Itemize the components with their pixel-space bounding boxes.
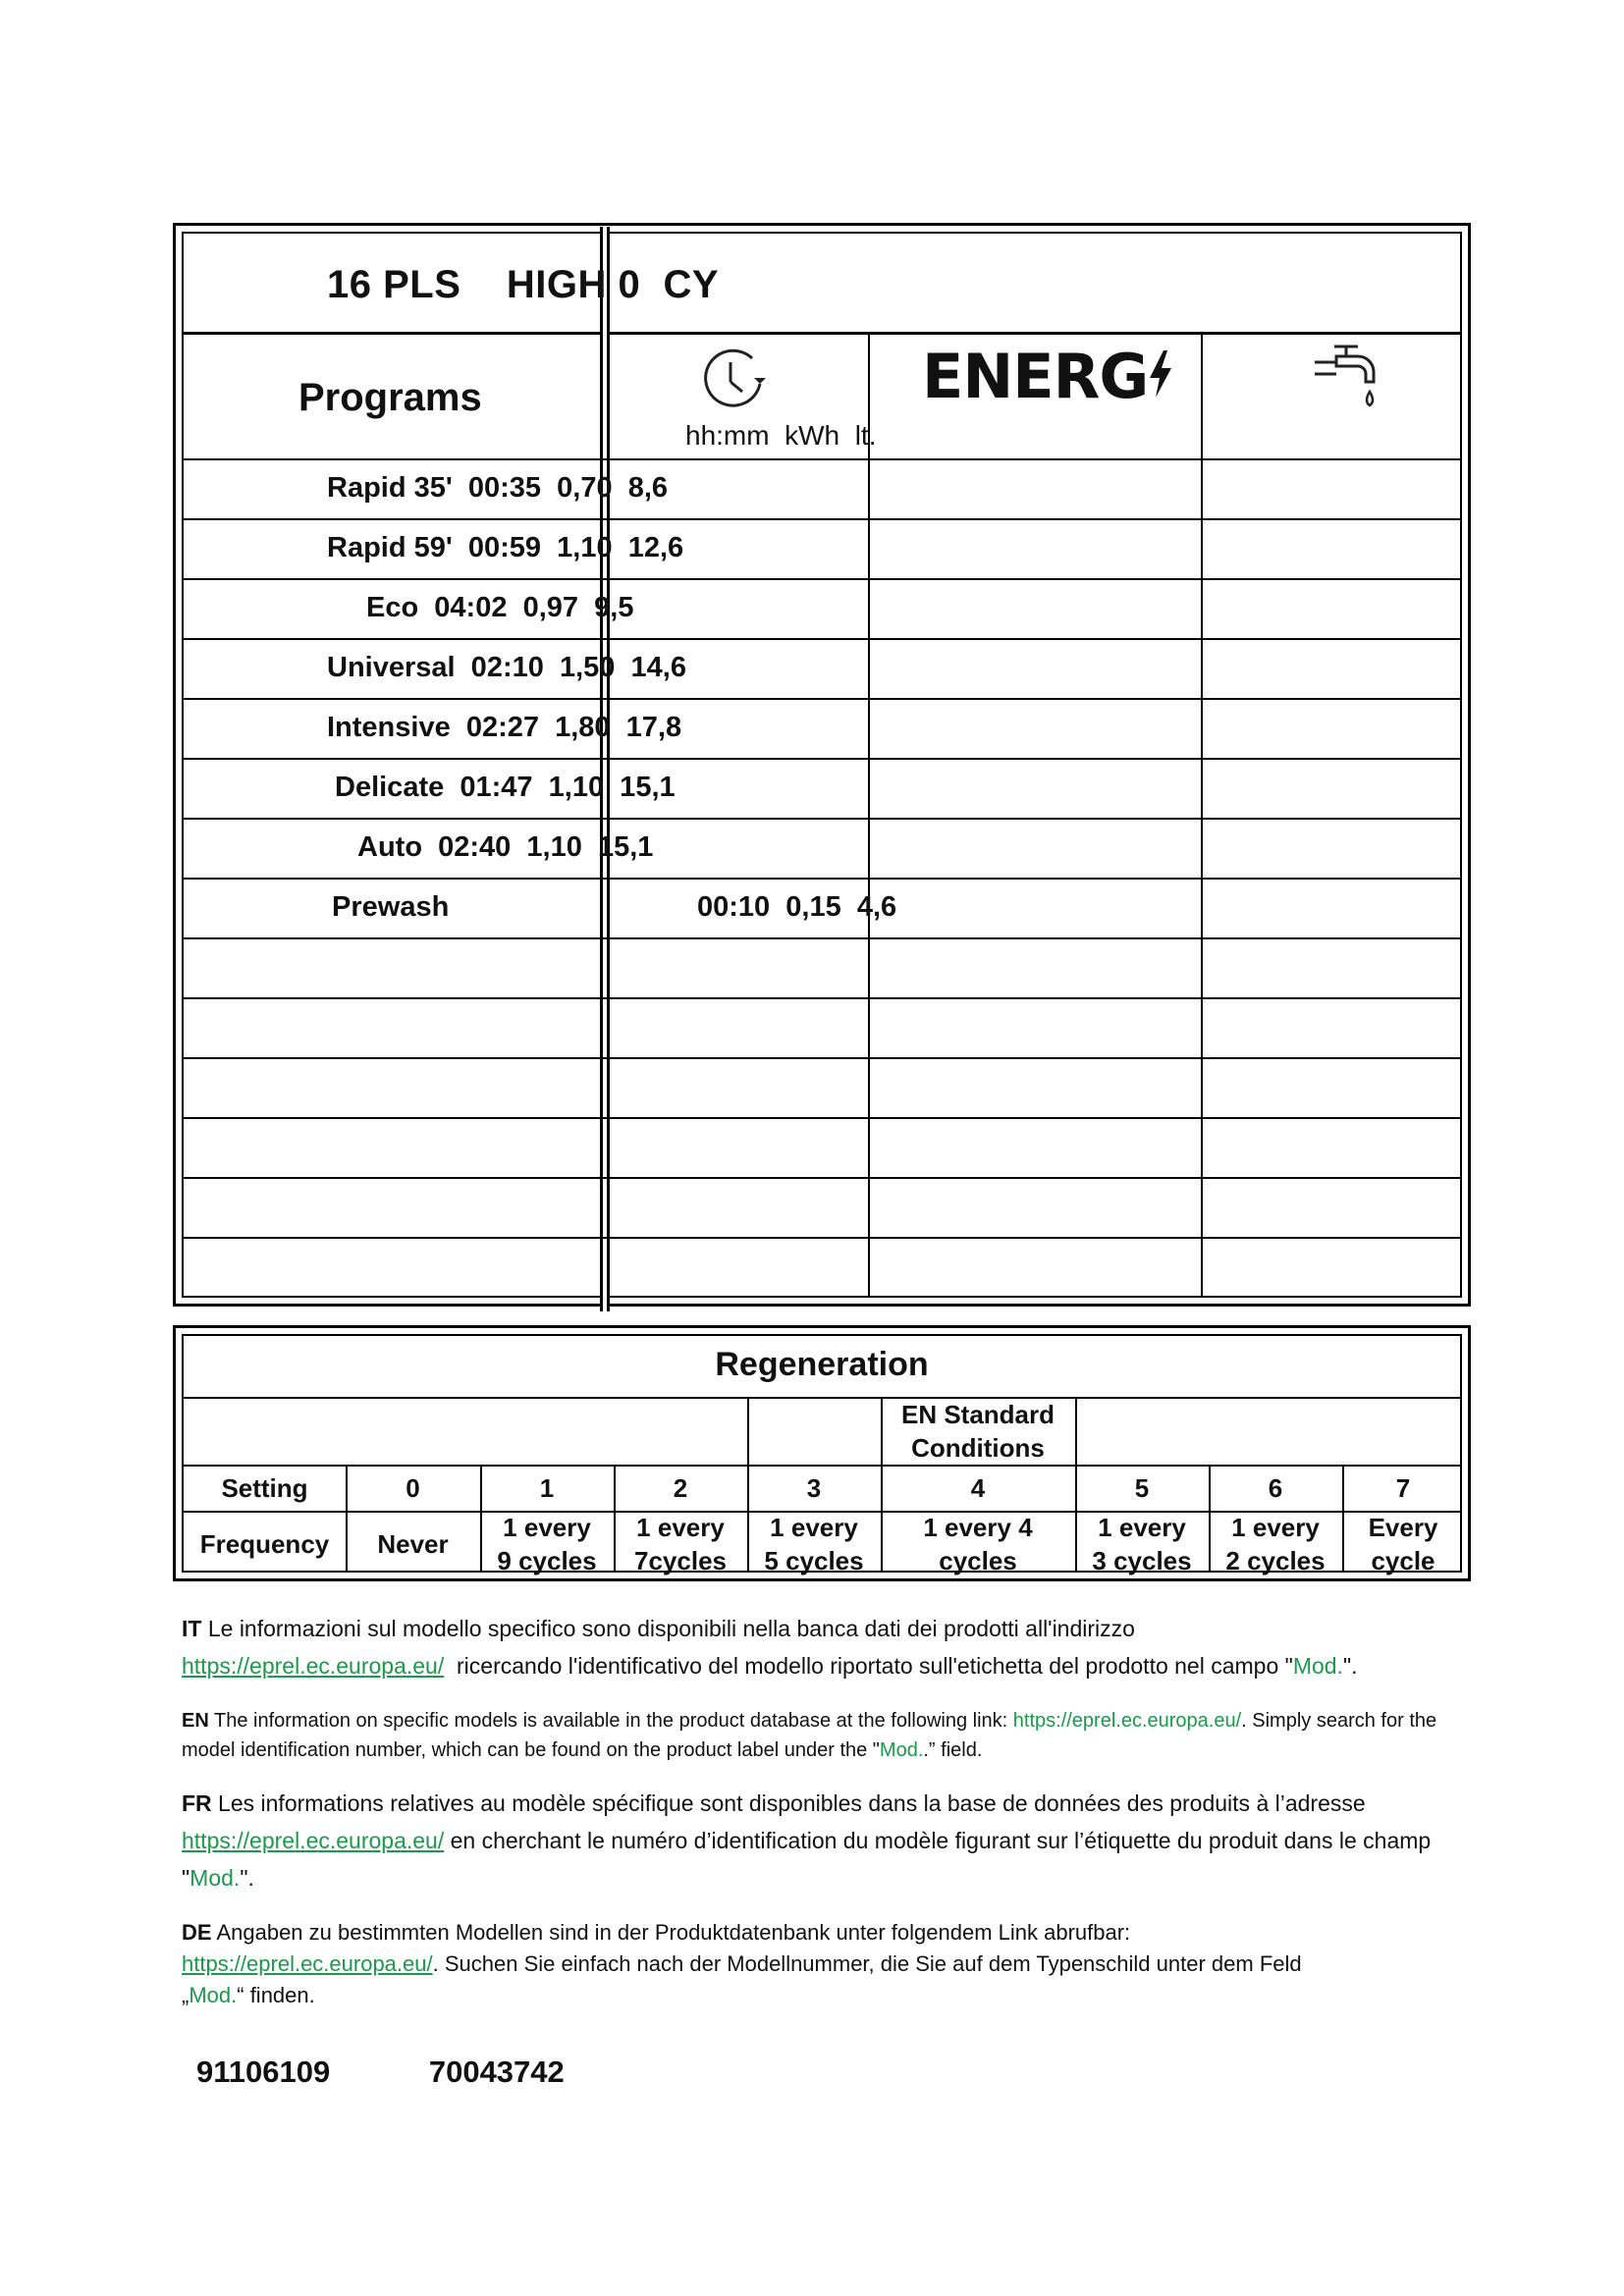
units-label: hh:mm kWh lt. xyxy=(685,420,877,451)
setting-label: Setting xyxy=(221,1472,308,1503)
setting-value: 5 xyxy=(1134,1472,1150,1503)
info-en-end: .” field. xyxy=(923,1739,983,1761)
row-line xyxy=(184,1057,1460,1059)
row-line xyxy=(184,937,1460,939)
clock-icon xyxy=(701,345,768,411)
energy-logo-text: ENERG xyxy=(922,341,1149,412)
lang-code-fr: FR xyxy=(182,1790,212,1816)
setting-value: 1 xyxy=(539,1472,555,1503)
info-en-after-link: . Simply search for the model identification number, which can be found on the product label under the " xyxy=(182,1710,1437,1761)
info-fr-after-link: en cherchant le numéro d’identification du modèle figurant sur l’étiquette du produit dans le champ " xyxy=(182,1828,1432,1891)
row-line xyxy=(184,1237,1460,1239)
row-line xyxy=(184,758,1460,760)
frequency-value: 1 every 7cycles xyxy=(634,1512,727,1575)
frequency-value: 1 every 2 cycles xyxy=(1225,1512,1326,1575)
frequency-value: 1 every 5 cycles xyxy=(764,1512,864,1575)
info-de-line1: Angaben zu bestimmten Modellen sind in der Produktdatenbank unter folgendem Link abrufbar: xyxy=(211,1920,1131,1945)
program-row: Rapid 59' 00:59 1,10 12,6 xyxy=(327,532,684,563)
eprel-link[interactable]: https://eprel.ec.europa.eu/ xyxy=(1012,1710,1242,1732)
program-row: Rapid 35' 00:35 0,70 8,6 xyxy=(327,472,669,504)
row-line xyxy=(184,698,1460,700)
programs-table-inner xyxy=(182,232,1462,1298)
mod-field: Mod. xyxy=(879,1739,924,1761)
mod-field: Mod. xyxy=(189,1983,238,2007)
info-it-end: ". xyxy=(1342,1653,1358,1679)
programs-column-divider xyxy=(600,227,610,1311)
en-standard-label: EN Standard Conditions xyxy=(900,1399,1056,1463)
row-line xyxy=(184,578,1460,580)
frequency-value: Never xyxy=(377,1528,449,1559)
product-codes xyxy=(196,2055,565,2090)
program-row-values: 00:10 0,15 4,6 xyxy=(697,891,897,923)
lang-code-en: EN xyxy=(182,1710,209,1732)
program-row: Delicate 01:47 1,10 15,1 xyxy=(335,772,676,803)
column-line-energy xyxy=(868,335,870,1296)
frequency-label: Frequency xyxy=(199,1528,330,1559)
setting-value: 6 xyxy=(1268,1472,1283,1503)
setting-value: 7 xyxy=(1395,1472,1411,1503)
info-fr-line1: Les informations relatives au modèle spécifique sont disponibles dans la base de données des produits à l’adresse xyxy=(211,1790,1366,1816)
row-line xyxy=(184,818,1460,820)
eprel-link[interactable]: https://eprel.ec.europa.eu/ xyxy=(182,1828,445,1853)
row-line xyxy=(184,878,1460,880)
programs-table xyxy=(173,223,1471,1307)
eprel-link[interactable]: https://eprel.ec.europa.eu/ xyxy=(182,1951,433,1976)
frequency-value: Every cycle xyxy=(1368,1512,1438,1575)
program-row: Universal 02:10 1,50 14,6 xyxy=(327,652,686,683)
row-line xyxy=(184,1177,1460,1179)
info-en-before-link: The information on specific models is available in the product database at the following link: xyxy=(208,1710,1013,1732)
program-row: Auto 02:40 1,10 15,1 xyxy=(357,831,654,863)
mod-field: Mod. xyxy=(189,1865,241,1891)
setting-value: 4 xyxy=(970,1472,986,1503)
program-row: Intensive 02:27 1,80 17,8 xyxy=(327,712,682,743)
row-line xyxy=(184,997,1460,999)
row-line xyxy=(184,518,1460,520)
info-it-line1: Le informazioni sul modello specifico sono disponibili nella banca dati dei prodotti all'indirizzo xyxy=(207,1616,1135,1641)
frequency-value: 1 every 4 cycles xyxy=(923,1512,1033,1575)
frequency-value: 1 every 9 cycles xyxy=(497,1512,597,1575)
row-line xyxy=(184,458,1460,460)
product-code: 91106109 xyxy=(196,2055,331,2089)
frequency-value: 1 every 3 cycles xyxy=(1092,1512,1192,1575)
title-gap xyxy=(184,324,1460,335)
product-code: 70043742 xyxy=(428,2055,565,2089)
regeneration-table-inner xyxy=(182,1334,1462,1573)
info-fr-end: ". xyxy=(240,1865,254,1891)
energy-bolt-icon xyxy=(1148,350,1173,398)
info-en xyxy=(182,1706,1468,1765)
regeneration-title: Regeneration xyxy=(715,1346,929,1383)
program-row: Eco 04:02 0,97 9,5 xyxy=(366,592,634,623)
regeneration-table xyxy=(173,1325,1471,1581)
info-de-after-link: . Suchen Sie einfach nach der Modellnummer, die Sie auf dem Typenschild unter dem Feld xyxy=(432,1951,1302,1976)
info-de xyxy=(182,1917,1478,2011)
info-it xyxy=(182,1610,1478,1684)
row-line xyxy=(184,638,1460,640)
programs-header: Programs xyxy=(298,376,482,419)
column-line-water xyxy=(1201,335,1203,1296)
row-line xyxy=(184,1117,1460,1119)
eprel-link[interactable]: https://eprel.ec.europa.eu/ xyxy=(182,1653,445,1679)
lang-code-de: DE xyxy=(182,1920,212,1945)
setting-value: 2 xyxy=(673,1472,688,1503)
info-de-end: “ finden. xyxy=(237,1983,315,2007)
info-fr xyxy=(182,1785,1458,1896)
regen-line xyxy=(184,1397,1460,1399)
lang-code-it: IT xyxy=(182,1616,202,1641)
info-it-after-link: ricercando l'identificativo del modello riportato sull'etichetta del prodotto nel campo " xyxy=(444,1653,1293,1679)
mod-field: Mod. xyxy=(1292,1653,1343,1679)
setting-value: 0 xyxy=(406,1472,420,1503)
water-tap-icon xyxy=(1307,341,1385,419)
mod-open-quote: „ xyxy=(182,1983,189,2007)
program-row-name: Prewash xyxy=(332,891,450,923)
setting-value: 3 xyxy=(806,1472,822,1503)
energy-logo xyxy=(922,341,1173,412)
table-title: 16 PLS HIGH 0 CY xyxy=(327,263,720,306)
